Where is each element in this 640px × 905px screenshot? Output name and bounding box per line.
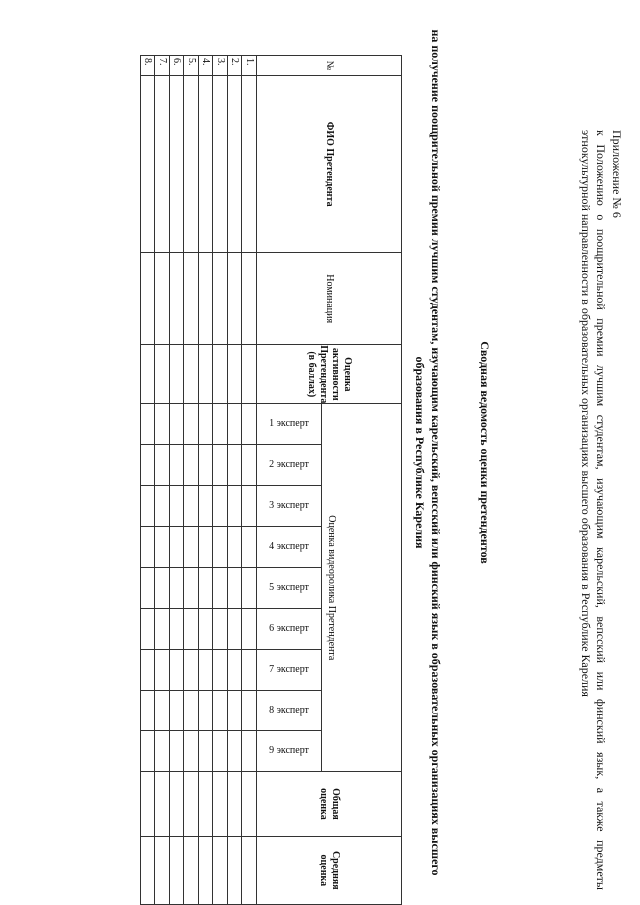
table-cell[interactable] (242, 608, 257, 649)
table-cell[interactable] (155, 731, 170, 772)
row-number: 4. (199, 56, 214, 76)
row-number: 7. (155, 56, 170, 76)
table-cell[interactable] (155, 567, 170, 608)
table-cell[interactable] (141, 527, 156, 568)
table-cell[interactable] (184, 445, 199, 486)
table-row (141, 56, 156, 905)
table-cell[interactable] (228, 731, 243, 772)
table-cell[interactable] (141, 345, 156, 404)
header-nomination: Номинация (257, 253, 402, 345)
table-cell[interactable] (242, 527, 257, 568)
table-cell[interactable] (141, 404, 156, 445)
table-cell[interactable] (213, 253, 228, 345)
table-cell[interactable] (199, 76, 214, 253)
table-cell[interactable] (170, 253, 185, 345)
table-cell[interactable] (155, 772, 170, 836)
table-cell[interactable] (228, 76, 243, 253)
table-cell[interactable] (155, 527, 170, 568)
table-cell[interactable] (213, 649, 228, 690)
table-cell[interactable] (242, 649, 257, 690)
table-cell[interactable] (155, 404, 170, 445)
table-row (213, 56, 228, 905)
table-cell[interactable] (141, 690, 156, 731)
table-cell[interactable] (242, 836, 257, 904)
table-cell[interactable] (155, 486, 170, 527)
table-cell[interactable] (170, 404, 185, 445)
table-cell[interactable] (170, 731, 185, 772)
row-number: 1. (242, 56, 257, 76)
table-cell[interactable] (184, 731, 199, 772)
table-cell[interactable] (141, 608, 156, 649)
table-cell[interactable] (170, 608, 185, 649)
header-expert (257, 608, 322, 649)
header-expert-label: 4 эксперт (269, 540, 309, 552)
header-total: Общая оценка (257, 772, 402, 836)
header-expert-label: 3 эксперт (269, 500, 309, 512)
table-cell[interactable] (184, 486, 199, 527)
table-cell[interactable] (141, 772, 156, 836)
row-number: 2. (228, 56, 243, 76)
table-cell[interactable] (213, 731, 228, 772)
table-cell[interactable] (213, 690, 228, 731)
table-cell[interactable] (155, 836, 170, 904)
table-row (199, 56, 214, 905)
table-cell[interactable] (199, 445, 214, 486)
table-cell[interactable] (242, 690, 257, 731)
header-num: № (257, 56, 402, 76)
table-cell[interactable] (170, 445, 185, 486)
table-cell[interactable] (141, 76, 156, 253)
header-expert (257, 649, 322, 690)
table-cell[interactable] (242, 731, 257, 772)
table-cell[interactable] (199, 608, 214, 649)
table-cell[interactable] (228, 445, 243, 486)
table-cell[interactable] (141, 445, 156, 486)
table-cell[interactable] (141, 486, 156, 527)
table-cell[interactable] (170, 772, 185, 836)
table-cell[interactable] (141, 836, 156, 904)
table-cell[interactable] (213, 527, 228, 568)
table-cell[interactable] (155, 445, 170, 486)
table-cell[interactable] (213, 772, 228, 836)
table-cell[interactable] (213, 567, 228, 608)
table-cell[interactable] (170, 649, 185, 690)
table-cell[interactable] (199, 772, 214, 836)
table-cell[interactable] (184, 772, 199, 836)
table-cell[interactable] (199, 836, 214, 904)
table-cell[interactable] (199, 404, 214, 445)
table-cell[interactable] (199, 731, 214, 772)
table-cell[interactable] (141, 567, 156, 608)
table-cell[interactable] (228, 772, 243, 836)
table-cell[interactable] (155, 608, 170, 649)
table-cell[interactable] (228, 836, 243, 904)
table-cell[interactable] (228, 345, 243, 404)
table-cell[interactable] (199, 345, 214, 404)
table-cell[interactable] (184, 76, 199, 253)
table-cell[interactable] (170, 345, 185, 404)
table-cell[interactable] (228, 404, 243, 445)
table-cell[interactable] (170, 690, 185, 731)
table-cell[interactable] (213, 76, 228, 253)
header-expert-label: 2 эксперт (269, 459, 309, 471)
row-number: 5. (184, 56, 199, 76)
table-cell[interactable] (184, 690, 199, 731)
table-cell[interactable] (228, 608, 243, 649)
table-cell[interactable] (213, 836, 228, 904)
table-cell[interactable] (170, 486, 185, 527)
row-number: 8. (141, 56, 156, 76)
header-expert (257, 567, 322, 608)
table-cell[interactable] (141, 731, 156, 772)
table-cell[interactable] (141, 253, 156, 345)
table-cell[interactable] (242, 486, 257, 527)
table-cell[interactable] (184, 345, 199, 404)
header-expert-label: 5 эксперт (269, 581, 309, 593)
table-row (242, 56, 257, 905)
header-expert (257, 445, 322, 486)
table-row (184, 56, 199, 905)
table-cell[interactable] (184, 836, 199, 904)
header-expert-label: 9 эксперт (269, 745, 309, 757)
table-cell[interactable] (242, 772, 257, 836)
table-cell[interactable] (155, 690, 170, 731)
table-cell[interactable] (199, 486, 214, 527)
header-expert-label: 1 эксперт (269, 418, 309, 430)
table-cell[interactable] (242, 445, 257, 486)
table-cell[interactable] (228, 527, 243, 568)
table-row (170, 56, 185, 905)
appendix-text: к Положению о поощрительной премии лучшим студентам, изучающим карельский, вепсский или финский язык, а также предметы этнокультурной направленности в образовательных организациях высшего образования в Республике Карелия (579, 130, 609, 890)
table-cell[interactable] (228, 567, 243, 608)
table-cell[interactable] (228, 486, 243, 527)
table-cell[interactable] (155, 345, 170, 404)
table-cell[interactable] (213, 345, 228, 404)
row-number: 6. (170, 56, 185, 76)
table-cell[interactable] (242, 567, 257, 608)
table-cell[interactable] (170, 567, 185, 608)
table-cell[interactable] (170, 527, 185, 568)
table-cell[interactable] (184, 608, 199, 649)
table-body (141, 56, 257, 905)
table-cell[interactable] (170, 836, 185, 904)
table-row (228, 56, 243, 905)
header-expert (257, 527, 322, 568)
header-activity: Оценка активности Претендента (в баллах) (257, 345, 402, 404)
document-title: Сводная ведомость оценки претендентов (478, 341, 492, 564)
table-cell[interactable] (155, 253, 170, 345)
table-cell[interactable] (213, 445, 228, 486)
table-cell[interactable] (184, 253, 199, 345)
header-average: Средняя оценка (257, 836, 402, 904)
appendix-number: Приложение № 6 (610, 130, 624, 218)
table-cell[interactable] (155, 76, 170, 253)
table-cell[interactable] (199, 527, 214, 568)
header-video: Оценка видеоролика Претендента (322, 404, 402, 772)
table-cell[interactable] (184, 404, 199, 445)
row-number: 3. (213, 56, 228, 76)
header-expert (257, 690, 322, 731)
table-cell[interactable] (199, 690, 214, 731)
table-row (155, 56, 170, 905)
document-subtitle: на получение поощрительной премии лучшим студентам, изучающим карельский, вепсский или финский язык в образовательных организациях высшего образования в Республике Карелия (413, 29, 443, 876)
table-cell[interactable] (213, 404, 228, 445)
table-cell[interactable] (184, 649, 199, 690)
table-cell[interactable] (170, 76, 185, 253)
table-cell[interactable] (228, 690, 243, 731)
table-cell[interactable] (199, 253, 214, 345)
header-expert-label: 6 эксперт (269, 622, 309, 634)
table-cell[interactable] (199, 567, 214, 608)
table-cell[interactable] (184, 567, 199, 608)
assessment-table (140, 55, 402, 905)
header-expert-label: 7 эксперт (269, 663, 309, 675)
table-cell[interactable] (242, 345, 257, 404)
table-cell[interactable] (184, 527, 199, 568)
header-expert (257, 731, 322, 772)
header-expert (257, 404, 322, 445)
table-cell[interactable] (213, 608, 228, 649)
table-cell[interactable] (242, 404, 257, 445)
table-cell[interactable] (213, 486, 228, 527)
table-cell[interactable] (242, 253, 257, 345)
header-expert (257, 486, 322, 527)
table-cell[interactable] (141, 649, 156, 690)
table-cell[interactable] (228, 253, 243, 345)
appendix-block (578, 130, 625, 890)
table-cell[interactable] (199, 649, 214, 690)
header-fio: ФИО Претендента (257, 76, 402, 253)
header-expert-label: 8 эксперт (269, 704, 309, 716)
table-cell[interactable] (242, 76, 257, 253)
table-cell[interactable] (228, 649, 243, 690)
table-cell[interactable] (155, 649, 170, 690)
